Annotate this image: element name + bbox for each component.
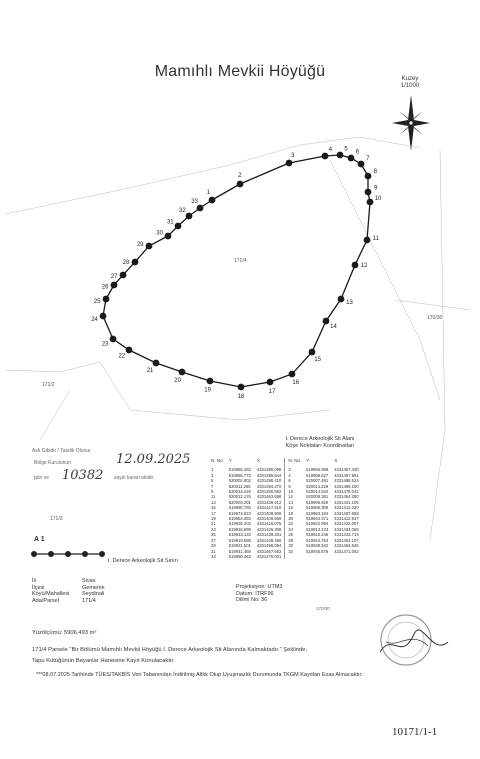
boundary-point-marker [197, 205, 204, 212]
table-cell: 1 [211, 467, 214, 473]
boundary-point-marker [286, 160, 293, 167]
table-cell: 4331434.069 [334, 526, 359, 532]
projection-line: Projeksiyon: UTM3 [236, 584, 283, 590]
boundary-point-label: 3 [291, 152, 295, 159]
table-cell: 4331494.470 [254, 484, 285, 489]
data-source-note: ***08.07.2025 Tarihinde TÜES/TAKBİS Veri Tabanından İndirilmiş Altlık Olup Uyuşmazlık Durumunda TKGM Kayıtları Esas Alınacaktır. [36, 672, 363, 678]
table-cell: 4331489.190 [334, 483, 359, 489]
annotation-note [32, 645, 452, 667]
table-cell: 519996.627 [306, 472, 329, 478]
table-cell [303, 554, 331, 559]
boundary-point-marker [289, 371, 296, 378]
table-cell: 29 [211, 543, 216, 549]
boundary-point-marker [207, 378, 214, 385]
table-cell: 4331439.331 [254, 532, 285, 537]
boundary-point-marker [132, 259, 139, 266]
table-cell: 4331409.669 [254, 516, 285, 521]
boundary-point-marker [322, 153, 329, 160]
table-cell: 519913.133 [228, 532, 251, 538]
boundary-point-marker [338, 296, 345, 303]
table-cell: 519944.371 [306, 516, 329, 522]
table-cell: 18 [288, 510, 293, 516]
boundary-point-label: 13 [346, 299, 353, 306]
table-cell: 3 [211, 472, 214, 478]
table-cell: 33 [211, 553, 216, 559]
table-cell: 28 [288, 537, 293, 543]
boundary-point-label: 22 [118, 353, 126, 360]
boundary-point-label: 32 [179, 207, 186, 214]
table-cell: 13 [211, 499, 216, 505]
table-cell: 17 [211, 510, 216, 516]
info-value: Sivas [82, 578, 96, 584]
boundary-point-label: 29 [136, 242, 144, 249]
table-cell: 520014.522 [306, 489, 329, 495]
table-cell: 4331449.496 [254, 538, 285, 543]
boundary-point-marker [165, 233, 172, 240]
table-cell: 27 [211, 537, 216, 543]
table-header-row [208, 458, 362, 467]
table-cell: 15 [211, 505, 216, 511]
header-x-1: X [254, 458, 285, 467]
boundary-point-label: 1 [206, 189, 210, 196]
table-cell: 4331495.644 [254, 473, 285, 478]
boundary-point-label: 18 [237, 393, 245, 400]
table-title-line1: I. Derece Arkeolojik Sit Alanı [285, 436, 355, 442]
table-cell: 4331480.096 [254, 467, 285, 472]
boundary-point-marker [111, 282, 118, 289]
boundary-point-marker [110, 336, 117, 343]
boundary-point-label: 25 [93, 299, 101, 306]
note-line1: 171/4 Parsele "Bir Bölümü Mamıhlı Mevkii Höyüğü I. Derece Arkeolojik Sit Alanında Kalmaktadır." Şeklinde, [32, 647, 308, 653]
boundary-point-label: 24 [91, 317, 98, 324]
boundary-point-label: 12 [360, 263, 368, 270]
boundary-point-label: 16 [292, 380, 300, 387]
table-cell: 16 [288, 505, 293, 511]
table-cell: 4331464.545 [334, 543, 359, 549]
boundary-point-marker [309, 349, 316, 356]
table-cell: 4331467.662 [254, 549, 285, 554]
boundary-point-marker [365, 189, 372, 196]
table-cell: 520014.229 [228, 489, 251, 495]
table-cell: 24 [288, 526, 293, 532]
table-cell: 4331408.806 [254, 511, 285, 516]
parcel-label-center: 171/4 [234, 258, 247, 264]
info-value: Gemerek [82, 584, 105, 591]
boundary-point-marker [364, 237, 371, 244]
table-cell: 19 [211, 516, 216, 522]
table-cell: 519974.623 [228, 510, 251, 516]
table-cell: 4331478.042 [334, 489, 359, 495]
info-value: 171/4 [82, 597, 96, 604]
boundary-point-label: 14 [330, 323, 337, 330]
boundary-point-label: 15 [314, 357, 321, 364]
boundary-point-label: 21 [146, 367, 154, 374]
table-cell: 21 [211, 521, 216, 527]
parcel-label-left1: 171/2 [42, 382, 55, 388]
table-cell: 4331412.330 [334, 505, 359, 511]
table-cell: 4331426.308 [254, 527, 285, 532]
table-cell: 4331417.510 [254, 505, 285, 510]
header-no-1: N. No [211, 458, 223, 463]
table-cell: 8 [288, 483, 291, 489]
stamp-line4: sayılı kararı ekidir. [114, 475, 155, 481]
table-cell: 519935.203 [228, 521, 251, 527]
table-cell: 4331407.658 [334, 510, 359, 516]
approval-stamp [30, 448, 210, 498]
boundary-point-label: 7 [366, 156, 370, 163]
info-key: Ada/Parsel [32, 597, 59, 604]
boundary-point-label: 8 [373, 168, 378, 175]
boundary-point-label: 19 [204, 387, 211, 394]
boundary-point-marker [100, 313, 107, 320]
datum-line: Datum: ITRF96 [236, 590, 274, 597]
table-cell: 519950.463 [228, 553, 251, 559]
table-cell: 4331497.991 [334, 472, 359, 478]
projection-info [236, 584, 282, 604]
table-cell: 4331463.688 [254, 494, 285, 499]
table-cell: 519941.465 [228, 548, 251, 554]
boundary-point-label: 28 [122, 259, 130, 266]
table-cell: 4331498.524 [334, 478, 359, 484]
boundary-point-marker [337, 152, 344, 159]
boundary-point-label: 23 [101, 341, 109, 348]
table-cell [285, 554, 303, 559]
boundary-point-marker [146, 243, 153, 250]
page-title: Mamıhlı Mevkii Höyüğü [154, 63, 326, 80]
table-cell: 519916.699 [228, 526, 251, 532]
table-cell [331, 554, 361, 559]
table-cell: 4331416.075 [254, 521, 285, 526]
table-cell: 4 [288, 472, 291, 478]
table-cell: 519922.994 [306, 521, 329, 527]
stamp-date: 12.09.2025 [116, 452, 191, 467]
boundary-point-marker [186, 213, 193, 220]
table-cell: 31 [211, 548, 216, 554]
table-cell: 4331480.682 [254, 489, 285, 494]
boundary-point-label: 4 [328, 146, 333, 153]
table-cell: 520014.229 [306, 483, 329, 489]
boundary-point-label: 20 [174, 377, 181, 384]
stamp-line1: Aslı Gibidir / Tasdik Olunur [32, 448, 91, 454]
table-cell: 4331453.107 [334, 537, 359, 543]
legend-code: A 1 [34, 536, 45, 543]
table-cell: 520012.176 [228, 494, 251, 500]
boundary-point-label: 26 [101, 284, 109, 291]
boundary-point-label: 31 [166, 219, 174, 226]
table-cell: 4331498.410 [254, 478, 285, 483]
table-cell: 22 [288, 521, 293, 527]
table-cell: 520002.802 [228, 478, 251, 484]
table-cell: 4331454.280 [334, 494, 359, 500]
table-cell: 519938.542 [306, 543, 329, 549]
coordinates-table-body [208, 467, 362, 559]
table-cell: 520008.361 [306, 494, 329, 500]
table-cell: 2 [288, 467, 291, 473]
table-cell: 7 [211, 483, 214, 489]
table-cell: 4331439.612 [254, 500, 285, 505]
note-line2: Tapu Kütüğünün Beyanlar Hanesine Kayıt Konulacaktır. [32, 658, 175, 664]
coordinates-table-title [220, 436, 420, 450]
boundary-point-marker [238, 384, 245, 391]
table-cell: 519919.585 [228, 537, 251, 543]
table-cell: 25 [211, 532, 216, 538]
boundary-point-label: 9 [374, 185, 378, 192]
table-title-line2: Köşe Noktaları Koordinatları [285, 443, 355, 449]
parcel-label-right1: 170/30 [427, 315, 443, 321]
boundary-point-marker [175, 223, 182, 230]
document-number: 10171/1-1 [392, 726, 438, 738]
table-cell: 4331467.430 [334, 467, 359, 473]
parcel-label-left2: 171/3 [50, 516, 63, 522]
boundary-point-marker [237, 181, 244, 188]
table-cell: 519985.262 [228, 467, 251, 473]
table-cell: 14 [288, 499, 293, 505]
parcel-info [32, 578, 105, 604]
north-text: Kuzey [401, 76, 419, 82]
boundary-point-label: 17 [268, 388, 276, 395]
boundary-point-label: 5 [344, 146, 348, 153]
site-boundary-line [103, 152, 370, 387]
boundary-point-marker [267, 379, 274, 386]
table-cell: 6 [288, 478, 291, 484]
header-y-1: Y [228, 458, 232, 463]
table-cell: 520011.266 [228, 483, 251, 489]
boundary-point-label: 11 [372, 236, 379, 243]
stamp-line2: Bölge Kurulunun [34, 460, 71, 466]
table-cell: 4331476.001 [254, 554, 285, 559]
table-cell: 519966.998 [306, 467, 329, 473]
table-cell: 519963.184 [306, 510, 329, 516]
table-cell: 11 [211, 494, 216, 500]
boundary-point-marker [179, 369, 186, 376]
header-no-2: N. No [288, 458, 301, 463]
boundary-layer [91, 146, 382, 400]
area-text: Yüzölçümü: 5906.493 m² [32, 630, 97, 636]
boundary-point-marker [209, 197, 216, 204]
boundary-point-label: 30 [156, 230, 163, 237]
boundary-point-marker [367, 199, 374, 206]
table-cell: 20 [288, 516, 293, 522]
table-cell: 520003.201 [228, 499, 251, 505]
boundary-point-label: 6 [355, 149, 360, 156]
scale-text: 1/1000 [400, 83, 420, 89]
boundary-point-marker [352, 262, 359, 269]
table-cell: 520007.481 [306, 478, 329, 484]
boundary-point-label: 2 [238, 173, 242, 180]
table-cell: 519986.306 [306, 505, 329, 511]
zone-line: Dilimi No: 36 [236, 597, 268, 603]
boundary-point-marker [323, 318, 330, 325]
table-cell: 519931.501 [228, 543, 251, 549]
table-cell: 519916.245 [306, 532, 329, 538]
table-cell: 10 [288, 489, 293, 495]
boundary-point-marker [348, 155, 355, 162]
table-cell: 519924.754 [306, 537, 329, 543]
table-cell: 5 [211, 478, 214, 484]
table-cell: 519990.760 [228, 505, 251, 511]
boundary-point-marker [358, 161, 365, 168]
boundary-point-label: 27 [110, 273, 118, 280]
table-cell: 4331412.947 [334, 516, 359, 522]
boundary-point-marker [103, 296, 110, 303]
stamp-line3: gün ve [34, 475, 50, 481]
table-cell: 4331422.007 [334, 521, 359, 527]
table-cell: 26 [288, 532, 293, 538]
info-key: Köyü/Mahallesi [32, 591, 70, 597]
table-cell: 4331431.105 [334, 499, 359, 505]
table-cell: 32 [288, 548, 293, 554]
coordinates-table [208, 458, 362, 559]
stamp-number: 10382 [62, 468, 104, 483]
table-cell: 4331471.082 [334, 548, 359, 554]
table-cell: 519996.920 [306, 499, 329, 505]
header-y-2: Y [306, 458, 310, 463]
boundary-point-label: 33 [191, 198, 199, 205]
table-cell: 12 [288, 494, 293, 500]
info-key: İli [32, 578, 36, 584]
table-cell: 519913.133 [306, 526, 329, 532]
header-x-2: X [334, 458, 338, 463]
boundary-point-marker [120, 272, 127, 279]
table-cell: 4331458.094 [254, 543, 285, 548]
legend-boundary-symbol [30, 544, 106, 564]
table-cell: 519945.676 [306, 548, 329, 554]
boundary-point-marker [153, 360, 160, 367]
table-cell: 30 [288, 543, 293, 549]
table-cell: 4331443.719 [334, 532, 359, 538]
info-value: Seydinali [82, 591, 105, 597]
table-cell: 9 [211, 489, 214, 495]
info-key: İlçesi [32, 584, 45, 591]
table-cell: 519985.773 [228, 472, 251, 478]
table-cell: 23 [211, 526, 216, 532]
info-row-ada [32, 598, 105, 605]
table-cell: 519954.383 [228, 516, 251, 522]
table-row [208, 554, 362, 559]
legend-text: I. Derece Arkeolojik Sit Sınırı [108, 558, 178, 564]
parcel-label-bottom: 170/30 [316, 606, 330, 611]
boundary-point-marker [126, 347, 133, 354]
boundary-point-label: 10 [374, 196, 382, 203]
boundary-point-marker [365, 173, 372, 180]
